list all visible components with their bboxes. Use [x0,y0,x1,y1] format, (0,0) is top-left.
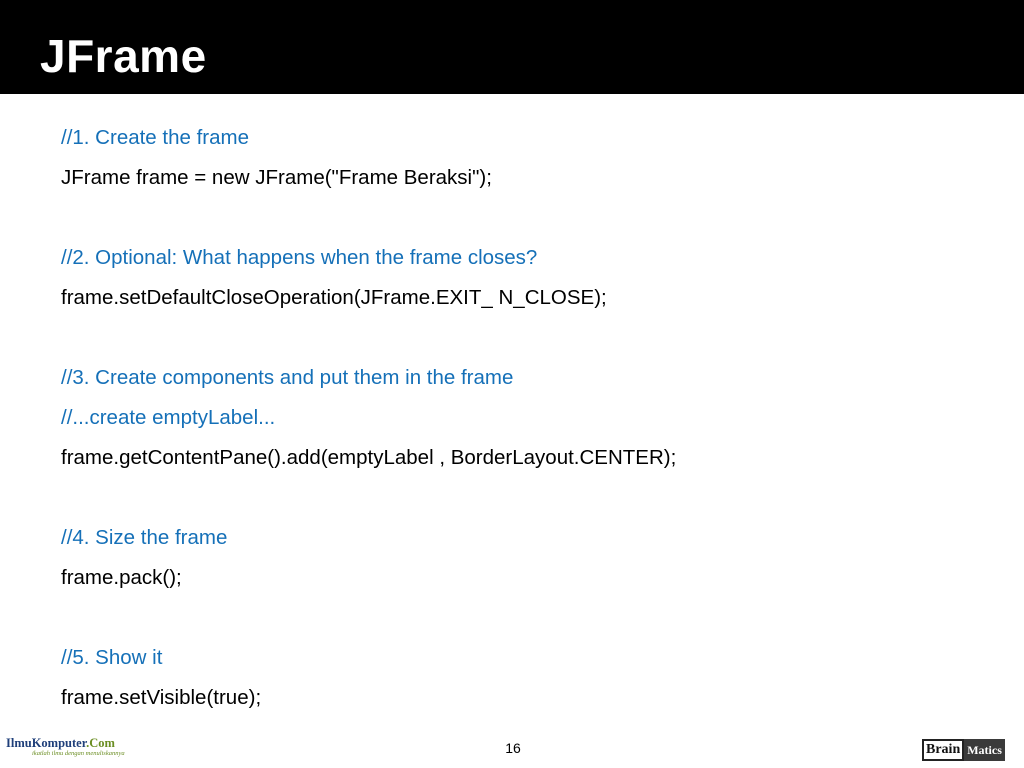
ilmukomputer-logo [6,736,126,762]
logo-tagline: ikatlah ilmu dengan menuliskannya [32,750,125,757]
blank-line [61,600,1001,640]
slide-title: JFrame [40,30,207,82]
brainmatics-logo [922,739,1018,761]
page-number: 16 [505,740,521,756]
code-line: frame.setDefaultCloseOperation(JFrame.EXIT_ N_CLOSE); [61,286,607,309]
code-line: frame.pack(); [61,566,182,589]
code-comment-line: //3. Create components and put them in the frame [61,366,514,389]
brainmatics-logo-part1: Brain [922,739,964,761]
code-comment-line: //2. Optional: What happens when the frame closes? [61,246,538,269]
code-line: JFrame frame = new JFrame("Frame Beraksi"); [61,166,492,189]
blank-line [61,200,1001,240]
title-bar [0,0,1024,94]
code-line: frame.setVisible(true); [61,686,262,709]
code-comment-line: //5. Show it [61,646,163,669]
code-comment-line: //...create emptyLabel... [61,406,276,429]
logo-text-part2: .Com [86,736,115,750]
code-line: frame.getContentPane().add(emptyLabel , BorderLayout.CENTER); [61,446,677,469]
blank-line [61,480,1001,520]
logo-text-part1: IlmuKomputer [6,736,87,750]
code-comment-line: //1. Create the frame [61,126,250,149]
brainmatics-logo-part2: Matics [964,739,1005,761]
blank-line [61,320,1001,360]
code-comment-line: //4. Size the frame [61,526,228,549]
code-listing [61,120,1001,720]
